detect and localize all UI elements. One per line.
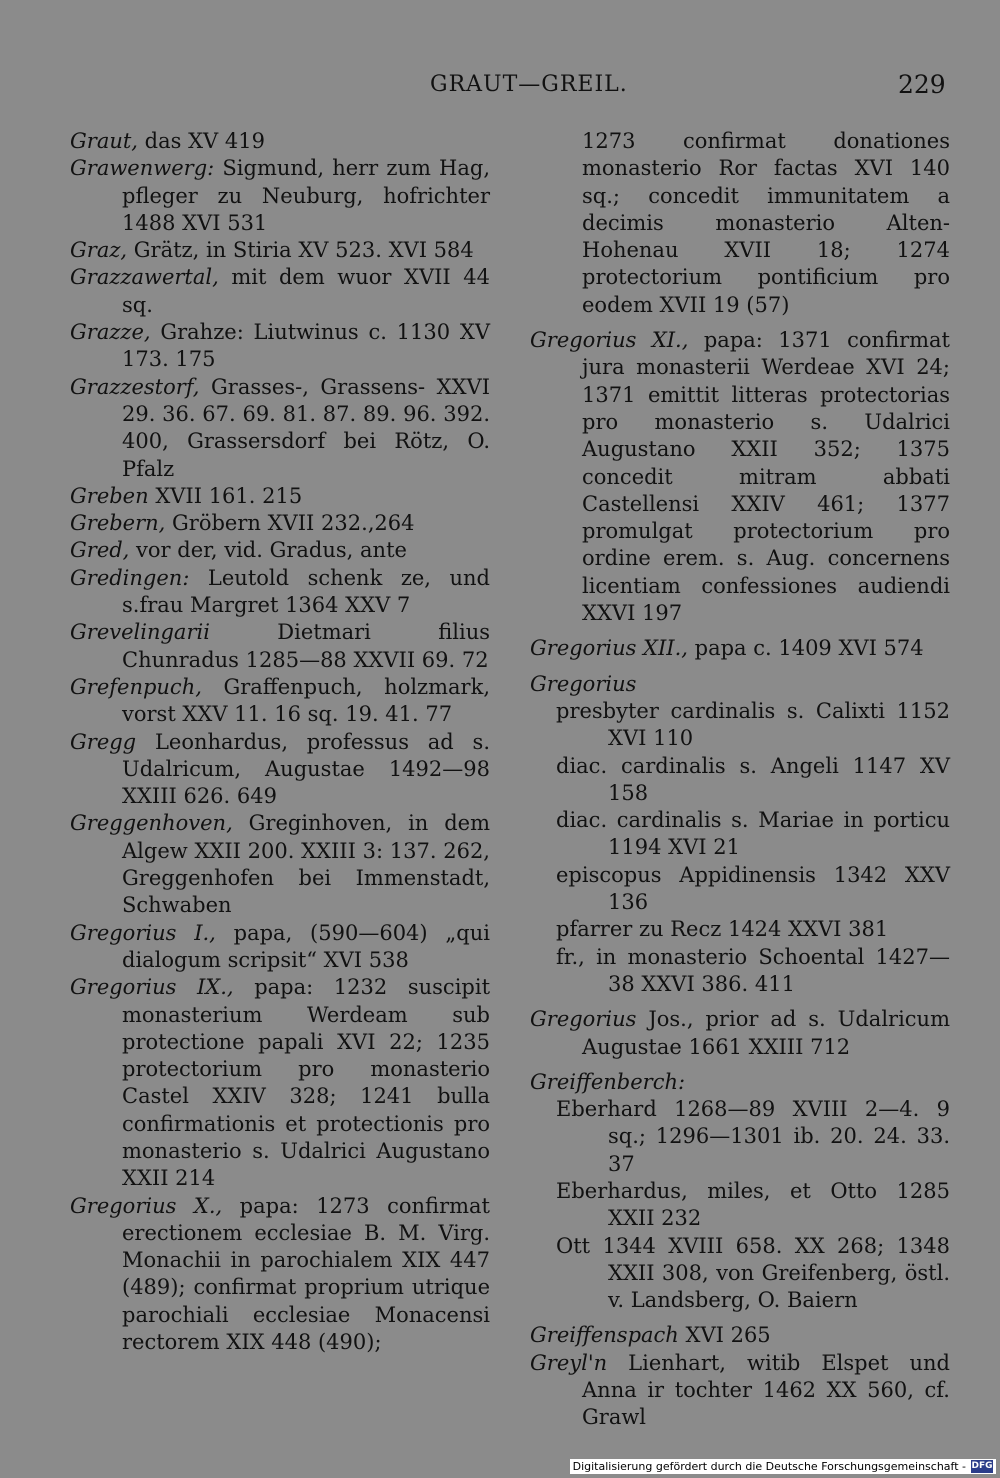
index-entry xyxy=(530,327,950,627)
entry-lemma: Gregorius xyxy=(530,671,637,696)
entry-text: papa: 1232 suscipit monasterium Werdeam sub protectione papali XVI 22; 1235 protectorium pro monasterio Castel XXIV 328; 1241 bulla confirmationis et protectionis pro monasterio s. Udalrici Augustano XXII 214 xyxy=(122,975,491,1191)
entry-text: Greginhoven, in dem Algew XXII 200. XXIII 3: 137. 262, Greggenhofen bei Immenstadt, Schwaben xyxy=(122,811,490,918)
index-entry xyxy=(530,635,950,662)
index-entry xyxy=(70,483,490,510)
index-entry xyxy=(70,974,490,1192)
entry-lemma: Gregorius IX., xyxy=(70,975,234,1000)
entry-lemma: Gregorius XII., xyxy=(530,636,688,661)
index-entry xyxy=(70,619,490,674)
entry-text: vor der, vid. Gradus, ante xyxy=(129,538,407,563)
index-entry xyxy=(70,810,490,919)
entry-text: papa: 1273 confirmat erectionem ecclesiae B. M. Virg. Monachii in parochialem XIX 447 (489); confirmat proprium utrique parochiali ecclesiae Monacensi rectorem XIX 448 (490); xyxy=(122,1193,490,1355)
index-entry xyxy=(70,237,490,264)
index-entry xyxy=(70,155,490,237)
entry-text: Grahze: Liutwinus c. 1130 XV 173. 175 xyxy=(122,320,490,372)
entry-lemma: Gregorius XI., xyxy=(530,328,689,353)
index-entry xyxy=(70,128,490,155)
left-column xyxy=(70,128,490,1356)
entry-text: papa, (590—604) „qui dialogum scripsit“ XVI 538 xyxy=(122,920,490,972)
entry-lemma: Gred, xyxy=(70,538,130,563)
entry-lemma: Grazzawertal, xyxy=(70,265,219,290)
entry-text: Lienhart, witib Elspet und Anna ir tochter 1462 XX 560, cf. Grawl xyxy=(582,1350,950,1430)
sub-entry: Eberhardus, miles, et Otto 1285 XXII 232 xyxy=(556,1178,950,1231)
entry-text: Graffenpuch, holzmark, vorst XXV 11. 16 sq. 19. 41. 77 xyxy=(122,674,490,727)
index-entry xyxy=(70,565,490,620)
entry-text: mit dem wuor XVII 44 sq. xyxy=(122,265,490,317)
entry-text: Grasses-, Grassens- XXVI 29. 36. 67. 69. 81. 87. 89. 96. 392. 400, Grassersdorf bei Rötz, O. Pfalz xyxy=(122,374,490,481)
continued-entry: 1273 confirmat donationes monasterio Ror factas XVI 140 sq.; concedit immunitatem a decimis monasterio Alten-Hohenau XVII 18; 1274 protectorium pontificium pro eodem XVII 19 (57) xyxy=(582,129,950,317)
entry-lemma: Graz, xyxy=(70,238,128,263)
entry-lemma: Greyl'n xyxy=(530,1350,608,1375)
sub-entry: Ott 1344 XVIII 658. XX 268; 1348 XXII 308, von Greifenberg, östl. v. Landsberg, O. Baiern xyxy=(556,1233,950,1313)
entry-lemma: Greggenhoven, xyxy=(70,811,233,836)
right-column xyxy=(530,128,950,1432)
entry-text: Dietmari filius Chunradus 1285—88 XXVII 69. 72 xyxy=(122,620,490,672)
sub-entry: Eberhard 1268—89 XVIII 2—4. 9 sq.; 1296—1301 ib. 20. 24. 33. 37 xyxy=(556,1097,950,1176)
index-entry xyxy=(70,674,490,729)
entry-lemma: Grazze, xyxy=(70,320,151,345)
sub-entry: diac. cardinalis s. Mariae in porticu 1194 XVI 21 xyxy=(556,808,950,860)
entry-text: papa c. 1409 XVI 574 xyxy=(687,636,924,661)
entry-text: das XV 419 xyxy=(137,129,265,153)
footer-text: Digitalisierung gefördert durch die Deutsche Forschungsgemeinschaft - xyxy=(572,1460,966,1473)
index-entry xyxy=(70,729,490,811)
entry-text: Jos., prior ad s. Udalricum Augustae 1661 XXIII 712 xyxy=(582,1007,950,1059)
sub-entry: pfarrer zu Recz 1424 XXVI 381 xyxy=(556,917,889,942)
entry-text: XVII 161. 215 xyxy=(148,483,303,508)
entry-text: Grätz, in Stiria XV 523. XVI 584 xyxy=(127,238,474,263)
dfg-logo: DFG xyxy=(971,1461,993,1471)
footer-credit xyxy=(570,1459,996,1474)
entry-lemma: Greiffenspach xyxy=(530,1323,679,1348)
sub-entry: episcopus Appidinensis 1342 XXV 136 xyxy=(556,862,950,915)
entry-text: Gröbern XVII 232.‚264 xyxy=(165,511,415,536)
entry-lemma: Greiffenberch: xyxy=(530,1069,686,1094)
running-head: GRAUT—GREIL. xyxy=(430,72,628,97)
index-entry xyxy=(70,264,490,319)
entry-lemma: Grevelingarii xyxy=(70,620,210,645)
index-entry xyxy=(530,1350,950,1432)
index-entry xyxy=(70,374,490,483)
entry-lemma: Graut, xyxy=(70,129,138,153)
entry-text: XVI 265 xyxy=(678,1323,771,1348)
index-entry xyxy=(70,1193,490,1357)
entry-lemma: Gredingen: xyxy=(70,565,190,590)
sub-entry: presbyter cardinalis s. Calixti 1152 XVI 110 xyxy=(556,698,950,751)
index-entry xyxy=(70,319,490,374)
index-entry xyxy=(70,920,490,975)
entry-lemma: Gregorius X., xyxy=(70,1193,223,1218)
entry-lemma: Greben xyxy=(70,483,149,508)
entry-text: Sigmund, herr zum Hag, pfleger zu Neuburg, hofrichter 1488 XVI 531 xyxy=(122,156,490,235)
entry-lemma: Grawenwerg: xyxy=(70,156,215,181)
entry-lemma: Gregorius xyxy=(530,1007,637,1032)
entry-lemma: Grefenpuch, xyxy=(70,674,202,699)
page-number: 229 xyxy=(898,70,946,99)
entry-text: Leutold schenk ze, und s.frau Margret 1364 XXV 7 xyxy=(122,565,490,618)
index-entry xyxy=(70,537,490,564)
index-entry xyxy=(70,510,490,537)
entry-lemma: Gregg xyxy=(70,729,137,754)
entry-text: papa: 1371 confirmat jura monasterii Werdeae XVI 24; 1371 emittit litteras protectorias pro monasterio s. Udalrici Augustano XXII 352; 1375 concedit mitram abbati Castellensi XXIV 461; 1377 promulgat protectorium pro ordine erem. s. Aug. concernens licentiam confessiones audiendi XXVI 197 xyxy=(582,328,951,626)
entry-lemma: Grebern, xyxy=(70,511,166,536)
entry-lemma: Grazzestorf, xyxy=(70,374,200,399)
index-entry xyxy=(530,1322,950,1349)
sub-entry: fr., in monasterio Schoental 1427—38 XXVI 386. 411 xyxy=(556,944,950,996)
entry-text: Leonhardus, professus ad s. Udalricum, Augustae 1492—98 XXIII 626. 649 xyxy=(122,729,490,809)
sub-entry: diac. cardinalis s. Angeli 1147 XV 158 xyxy=(556,753,950,805)
entry-lemma: Gregorius I., xyxy=(70,920,216,945)
index-entry xyxy=(530,1006,950,1061)
